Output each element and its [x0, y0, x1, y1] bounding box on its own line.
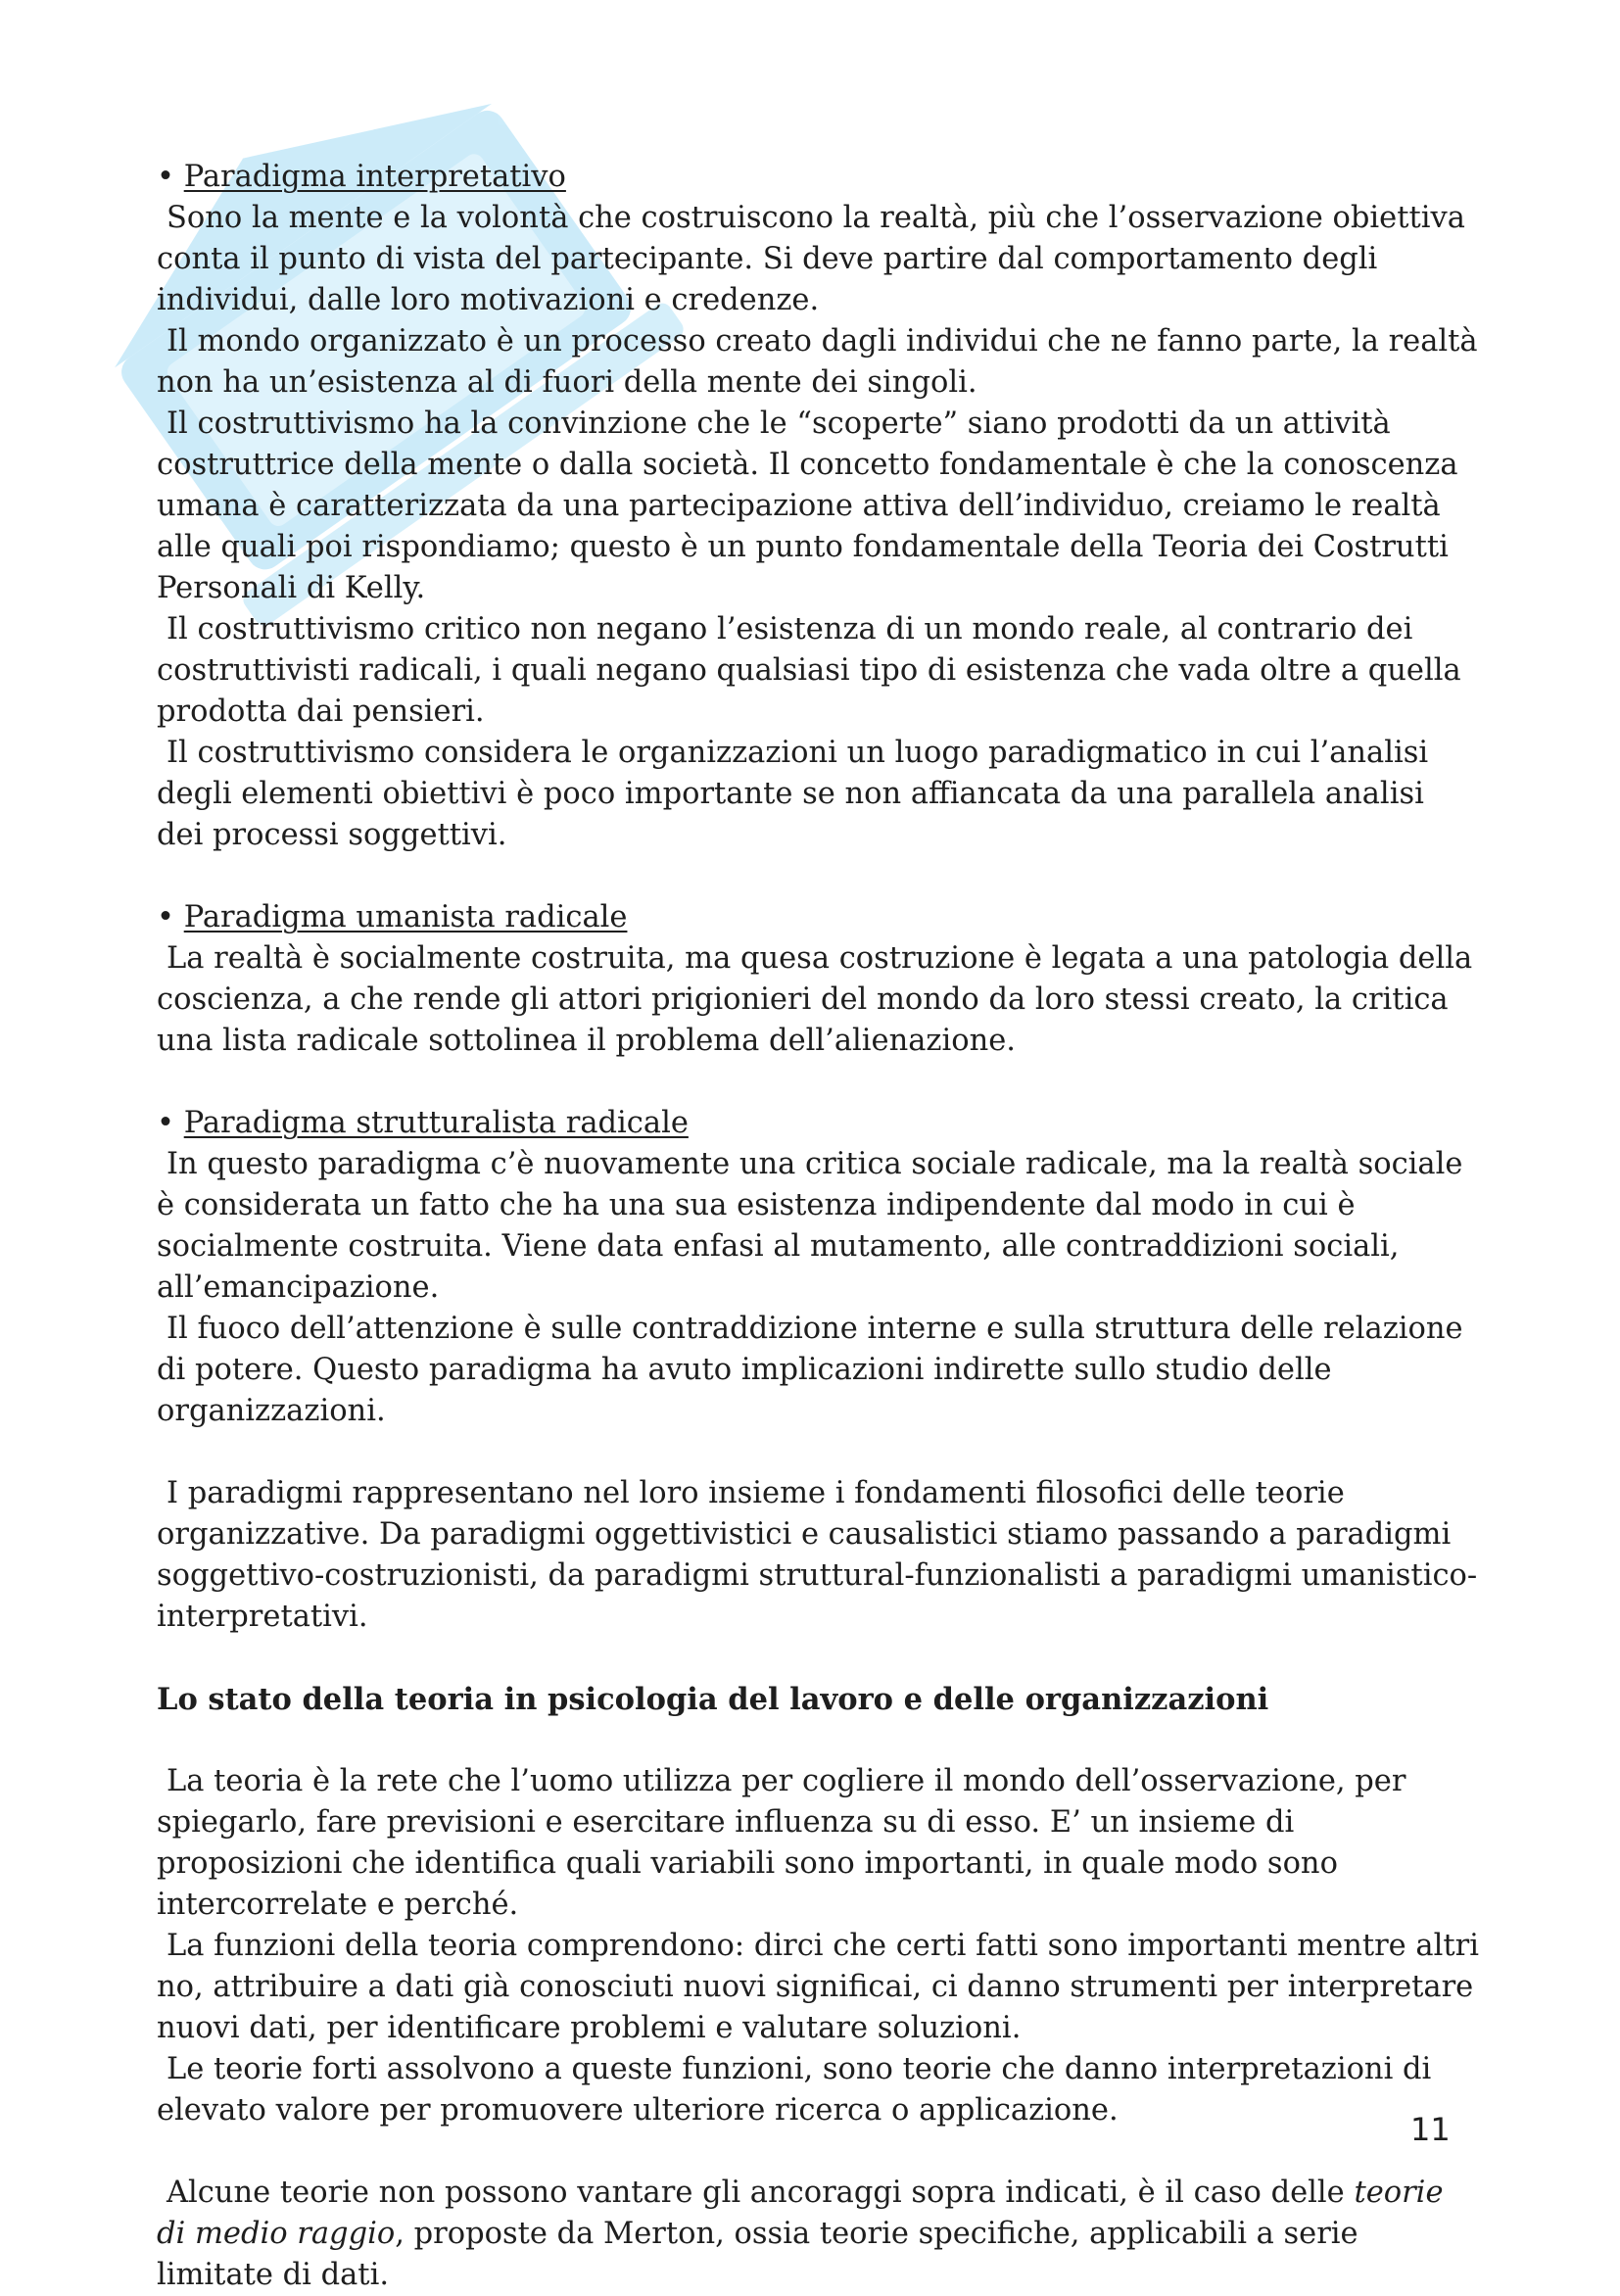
paragraph: Il costruttivismo critico non negano l’esistenza di un mondo reale, al contrario dei costruttivisti radicali, i quali negano qualsiasi tipo di esistenza che vada oltre a quella prodotta dai pensieri.: [157, 612, 1461, 729]
section-title-umanista: [157, 897, 1479, 938]
bullet: •: [157, 900, 174, 934]
section-title-strutturalista: [157, 1103, 1479, 1144]
summary-paragraph: I paradigmi rappresentano nel loro insieme i fondamenti filosofici delle teorie organizzative. Da paradigmi oggettivistici e causalistici stiamo passando a paradigmi soggettivo-costruzionisti, da paradigmi struttural-funzionalisti a paradigmi umanistico-interpretativi.: [157, 1476, 1478, 1634]
section-title-text: Paradigma interpretativo: [183, 160, 566, 194]
bullet: •: [157, 160, 174, 194]
paragraph: Il costruttivismo considera le organizzazioni un luogo paradigmatico in cui l’analisi degli elementi obiettivi è poco importante se non affiancata da una parallela analisi dei processi soggettivi.: [157, 736, 1429, 852]
paragraph: Le teorie forti assolvono a queste funzioni, sono teorie che danno interpretazioni di elevato valore per promuovere ulteriore ricerca o applicazione.: [157, 2052, 1432, 2128]
text-segment: Alcune teorie non possono vantare gli ancoraggi sopra indicati, è il caso delle: [167, 2176, 1345, 2210]
italic-term: teorie di medio raggio: [157, 2176, 1444, 2251]
paragraph: In questo paradigma c’è nuovamente una critica sociale radicale, ma la realtà sociale è considerata un fatto che ha una sua esistenza indipendente dal modo in cui è socialmente costruita. Viene data enfasi al mutamento, alle contraddizioni sociali, all’emancipazione.: [157, 1147, 1463, 1305]
paragraph: La teoria è la rete che l’uomo utilizza per cogliere il mondo dell’osservazione, per spiegarlo, fare previsioni e esercitare influenza su di esso. E’ un insieme di proposizioni che identifica quali variabili sono importanti, in quale modo sono intercorrelate e perché.: [157, 1764, 1406, 1922]
paragraph: Il fuoco dell’attenzione è sulle contraddizione interne e sulla struttura delle relazione di potere. Questo paradigma ha avuto implicazioni indirette sullo studio delle organizzazioni.: [157, 1312, 1463, 1428]
paragraph-medio-raggio: [157, 2173, 1479, 2296]
bullet: •: [157, 1106, 174, 1140]
section-title-interpretativo: [157, 157, 1479, 198]
section-heading: Lo stato della teoria in psicologia del lavoro e delle organizzazioni: [157, 1682, 1269, 1717]
section-title-text: Paradigma strutturalista radicale: [183, 1106, 689, 1140]
document-body: [157, 157, 1479, 2296]
section-title-text: Paradigma umanista radicale: [183, 900, 628, 934]
text-segment: , proposte da Merton, ossia teorie specifiche, applicabili a serie limitate di dati.: [157, 2217, 1358, 2292]
paragraph: Il mondo organizzato è un processo creato dagli individui che ne fanno parte, la realtà non ha un’esistenza al di fuori della mente dei singoli.: [157, 324, 1478, 400]
paragraph: La funzioni della teoria comprendono: dirci che certi fatti sono importanti mentre altri no, attribuire a dati già conosciuti nuovi significai, ci danno strumenti per interpretare nuovi dati, per identificare problemi e valutare soluzioni.: [157, 1929, 1479, 2045]
page-number: 11: [1410, 2111, 1451, 2148]
paragraph: Il costruttivismo ha la convinzione che le “scoperte” siano prodotti da un attività costruttrice della mente o dalla società. Il concetto fondamentale è che la conoscenza umana è caratterizzata da una partecipazione attiva dell’individuo, creiamo le realtà alle quali poi rispondiamo; questo è un punto fondamentale della Teoria dei Costrutti Personali di Kelly.: [157, 407, 1458, 605]
paragraph: Sono la mente e la volontà che costruiscono la realtà, più che l’osservazione obiettiva conta il punto di vista del partecipante. Si deve partire dal comportamento degli individui, dalle loro motivazioni e credenze.: [157, 201, 1465, 317]
paragraph: La realtà è socialmente costruita, ma quesa costruzione è legata a una patologia della coscienza, a che rende gli attori prigionieri del mondo da loro stessi creato, la critica una lista radicale sottolinea il problema dell’alienazione.: [157, 941, 1473, 1058]
